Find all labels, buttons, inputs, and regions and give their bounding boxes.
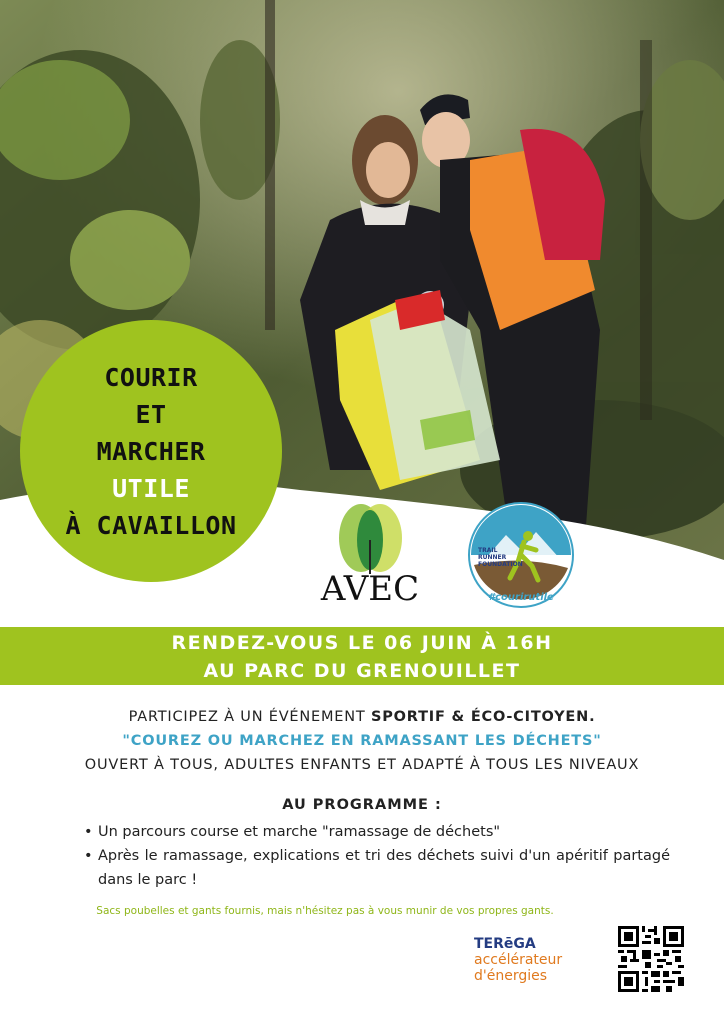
headline-line-3: MARCHER xyxy=(96,436,206,466)
avec-label: AVEC xyxy=(320,569,420,609)
gloves-note: Sacs poubelles et gants fournis, mais n'hésitez pas à vous munir de vos propres gants. xyxy=(96,905,554,917)
program-item-text: Après le ramassage, explications et tri des déchets suivi d'un apéritif partagé dans le parc ! xyxy=(98,848,670,888)
headline-circle xyxy=(20,320,282,582)
date-banner xyxy=(0,627,724,685)
trail-hashtag: #courirutile xyxy=(488,592,554,603)
intro-block xyxy=(0,705,724,777)
intro-line-1 xyxy=(0,705,724,729)
list-item xyxy=(84,844,670,892)
banner-date: RENDEZ-VOUS LE 06 JUIN À 16H xyxy=(171,632,553,654)
list-item xyxy=(84,820,670,844)
headline-line-1: COURIR xyxy=(104,362,198,392)
sponsor-line-2: accélérateur xyxy=(474,952,563,968)
headline-line-2: ET xyxy=(135,399,167,429)
program-item-text: Un parcours course et marche "ramassage de déchets" xyxy=(98,824,501,840)
trail-line-1: TRAIL xyxy=(478,547,498,554)
avec-logo xyxy=(312,500,430,610)
bullet-icon: • xyxy=(84,848,93,864)
intro-prefix: PARTICIPEZ À UN ÉVÉNEMENT xyxy=(128,709,371,725)
trail-runner-logo xyxy=(466,500,576,610)
intro-slogan: "COUREZ OU MARCHEZ EN RAMASSANT LES DÉCHETS" xyxy=(122,733,602,749)
program-list xyxy=(84,820,670,892)
trail-line-3: FOUNDATION xyxy=(478,561,523,568)
bullet-icon: • xyxy=(84,824,93,840)
terega-logo xyxy=(474,936,604,984)
sponsor-line-3: d'énergies xyxy=(474,968,548,984)
headline-line-4: UTILE xyxy=(112,473,190,503)
qr-code[interactable] xyxy=(618,926,684,992)
sponsor-line-1: TERēGA xyxy=(474,936,536,952)
headline-line-5: À CAVAILLON xyxy=(65,510,237,540)
intro-bold: SPORTIF & ÉCO-CITOYEN. xyxy=(370,709,596,725)
intro-audience: OUVERT À TOUS, ADULTES ENFANTS ET ADAPTÉ À TOUS LES NIVEAUX xyxy=(84,757,640,773)
banner-location: AU PARC DU GRENOUILLET xyxy=(203,660,521,682)
program-title: AU PROGRAMME : xyxy=(282,797,442,813)
trail-line-2: RUNNER xyxy=(478,554,507,561)
